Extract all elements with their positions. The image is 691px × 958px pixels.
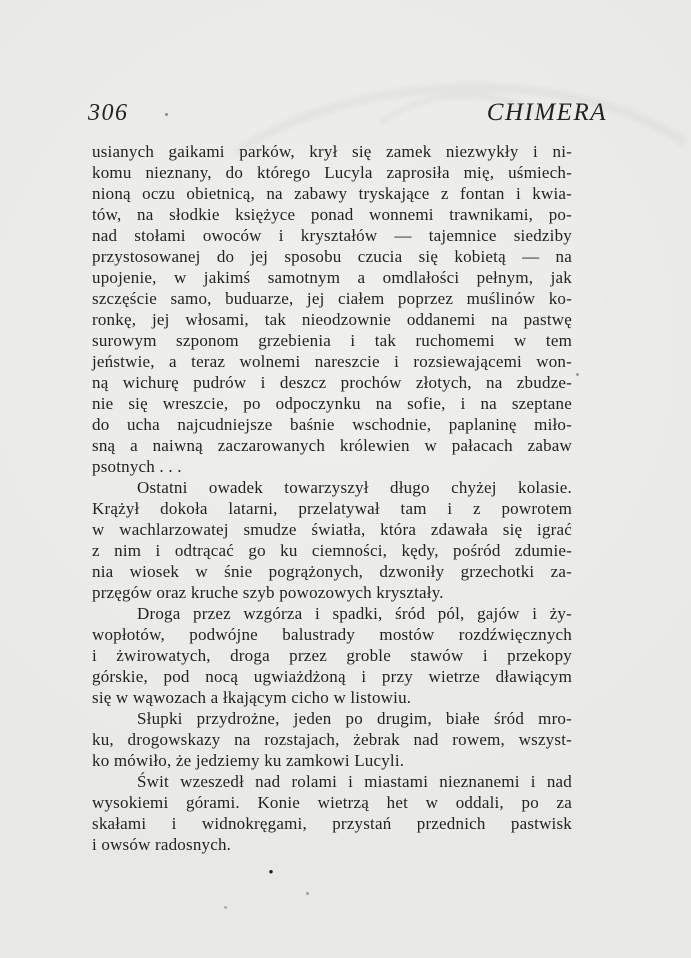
text-line: nia wiosek w śnie pogrążonych, dzwoniły grzechotki za- [92, 562, 572, 581]
text-line: szczęście samo, buduarze, jej ciałem poprzez muślinów ko- [92, 289, 572, 308]
text-line: do ucha najcudniejsze baśnie wschodnie, paplaninę miło- [92, 415, 572, 434]
text-line: skałami i widnokręgami, przystań przednich pastwisk [92, 814, 572, 833]
text-line: ronkę, jej włosami, tak nieodzownie oddanemi na pastwę [92, 310, 572, 329]
text-line: wysokiemi górami. Konie wietrzą het w oddali, po za [92, 793, 572, 812]
text-line: Słupki przydrożne, jeden po drugim, białe śród mro- [137, 709, 572, 728]
text-line: ną wichurę pudrów i deszcz prochów złotych, na zbudze- [92, 373, 572, 392]
paper-speck [224, 906, 227, 909]
text-line: Droga przez wzgórza i spadki, śród pól, gajów i ży- [137, 604, 572, 623]
text-line: przęgów oraz kruche szyb powozowych kryształy. [92, 583, 444, 602]
text-line: górskie, pod nocą ugwiażdżoną i przy wietrze dławiącym [92, 667, 572, 686]
text-line: się w wąwozach a łkającym cicho w listowiu. [92, 688, 412, 707]
text-line: z nim i odtrącać go ku ciemności, kędy, pośród zdumie- [92, 541, 572, 560]
text-line: sną a naiwną zaczarowanych królewien w pałacach zabaw [92, 436, 572, 455]
text-line: tów, na słodkie księżyce ponad wonnemi trawnikami, po- [92, 205, 572, 224]
text-line: w wachlarzowatej smudze światła, która zdawała się igrać [92, 520, 572, 539]
text-line: Krążył dokoła latarni, przelatywał tam i z powrotem [92, 499, 572, 518]
text-line: Świt wzeszedł nad rolami i miastami nieznanemi i nad [137, 772, 572, 791]
text-line: usianych gaikami parków, krył się zamek niezwykły i ni- [92, 142, 572, 161]
text-line: i żwirowatych, droga przez groble stawów i przekopy [92, 646, 572, 665]
text-line: ku, drogowskazy na rozstajach, żebrak nad rowem, wszyst- [92, 730, 572, 749]
running-head [88, 99, 607, 127]
text-line: i owsów radosnych. [92, 835, 232, 854]
page-number: 306 [88, 100, 129, 126]
text-line: ko mówiło, że jedziemy ku zamkowi Lucyli. [92, 751, 405, 770]
text-line: jeństwie, a teraz wolnemi nareszcie i rozsiewającemi won- [92, 352, 572, 371]
text-line: przystosowanej do jej sposobu czucia się kobietą — na [92, 247, 572, 266]
text-line: surowym szponom grzebienia i tak ruchomemi w tem [92, 331, 572, 350]
text-line: Ostatni owadek towarzyszył długo chyżej kolasie. [137, 478, 572, 497]
text-line: nioną oczu obietnicą, na zabawy tryskające z fontan i kwia- [92, 184, 572, 203]
text-line: wopłotów, podwójne balustrady mostów rozdźwięcznych [92, 625, 572, 644]
text-line: komu nieznany, do którego Lucyla zaprosiła mię, uśmiech- [92, 163, 572, 182]
text-line: psotnych . . . [92, 457, 182, 476]
paper-speck [576, 373, 579, 376]
text-line: nie się wreszcie, po odpoczynku na sofie, i na szeptane [92, 394, 572, 413]
body-text [92, 141, 572, 855]
text-line: nad stołami owoców i kryształów — tajemnice siedziby [92, 226, 572, 245]
section-separator-dot: • [268, 865, 274, 881]
paper-speck [306, 892, 309, 895]
journal-title: CHIMERA [486, 99, 607, 126]
text-line: upojenie, w jakimś samotnym a omdlałości pełnym, jak [92, 268, 572, 287]
